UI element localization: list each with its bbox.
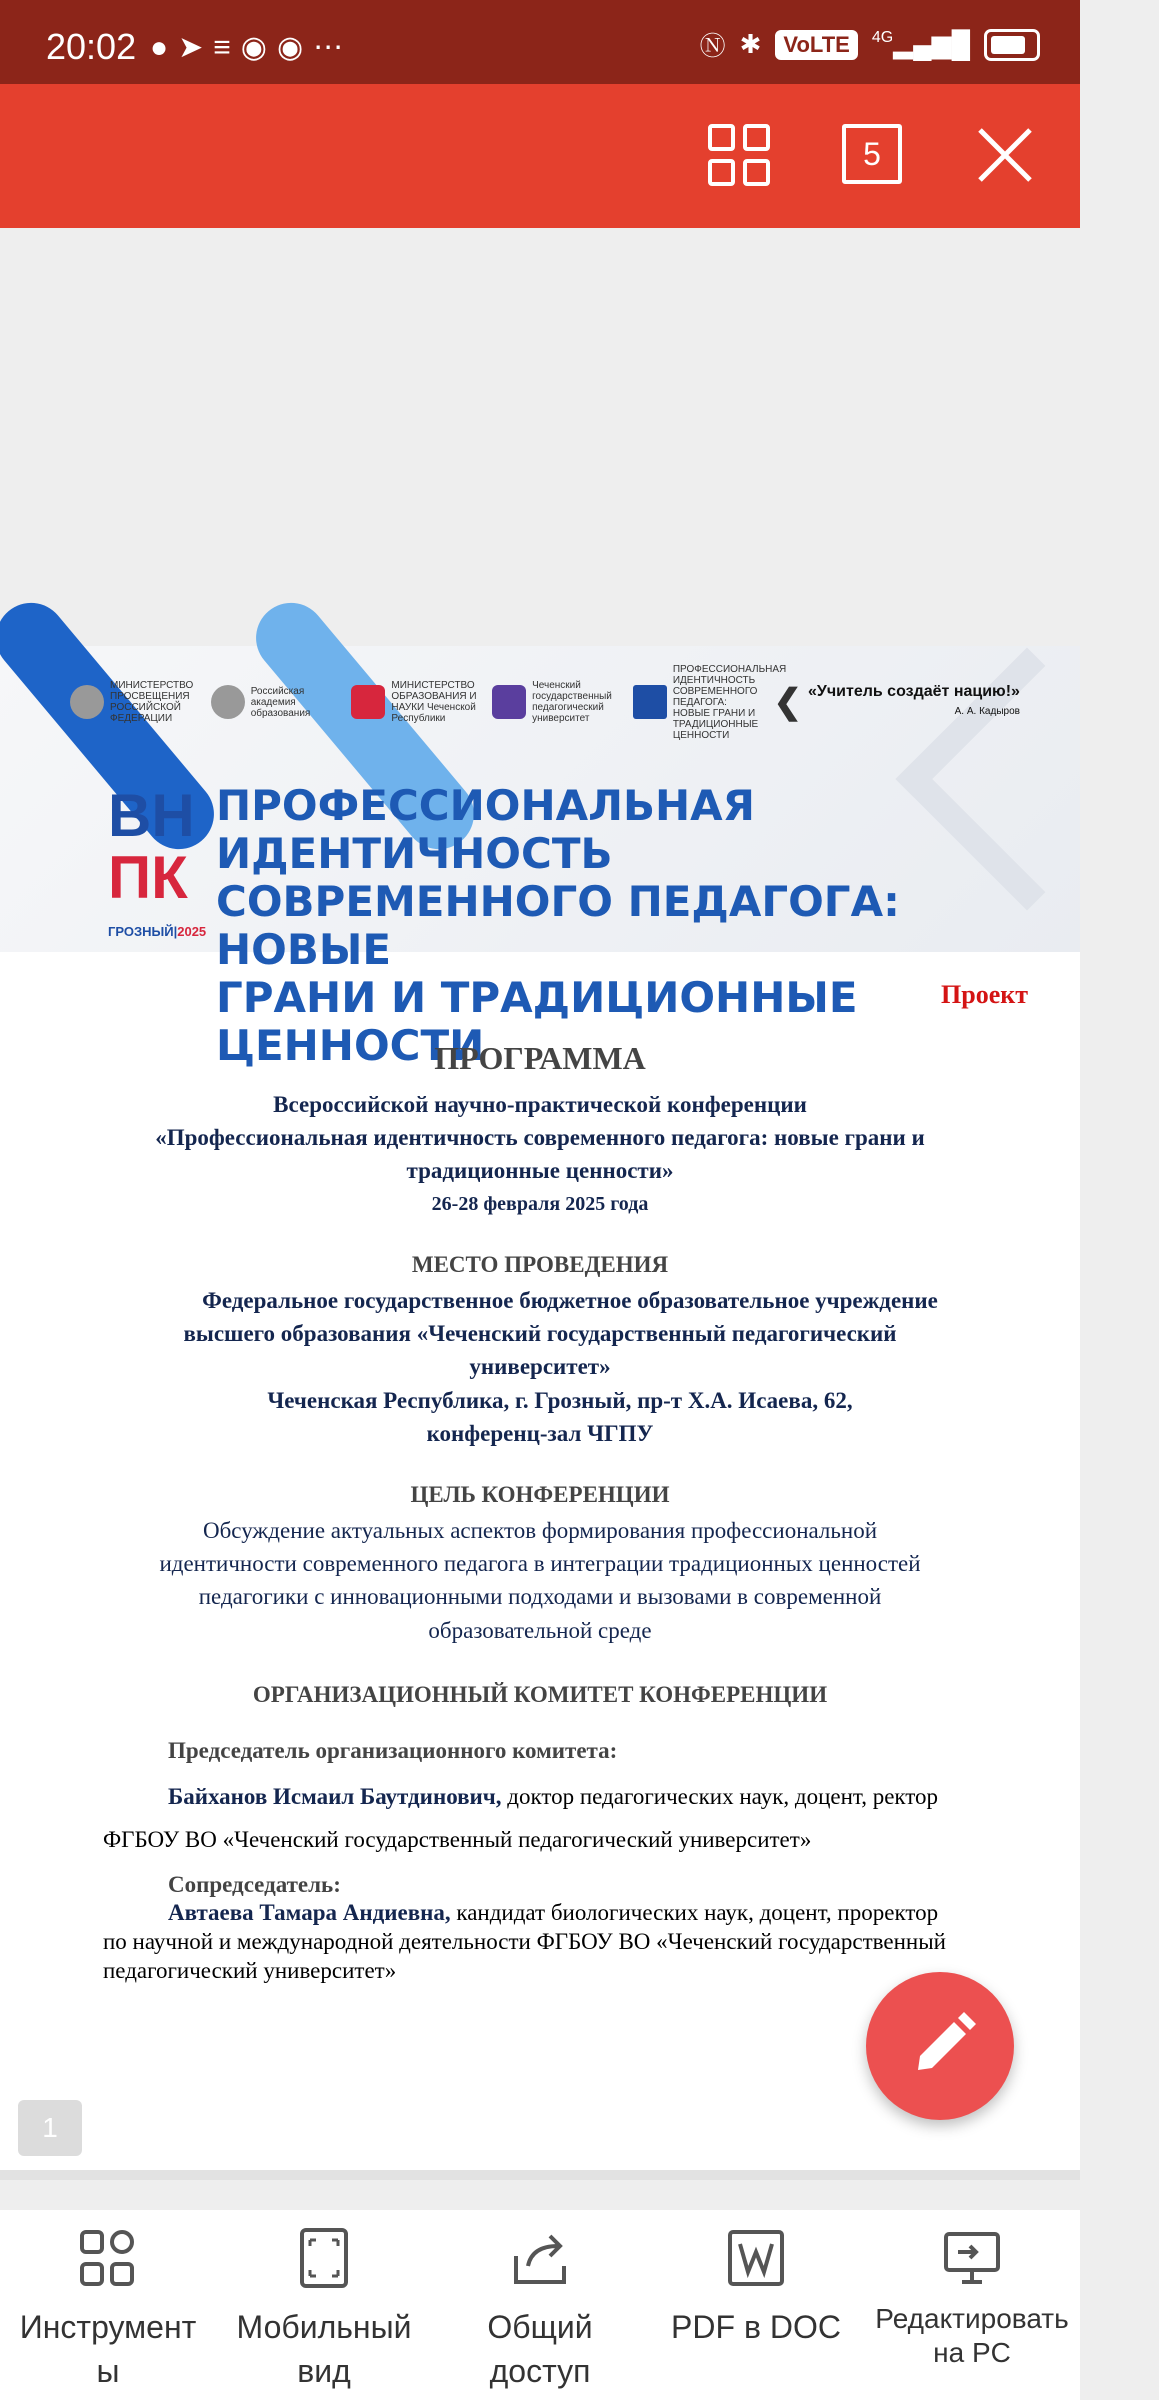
chrome-icon: ◉: [240, 31, 277, 64]
notification-icons: [150, 30, 353, 65]
page-indicator: 1: [18, 2100, 82, 2156]
page-count-button[interactable]: 5: [842, 124, 902, 184]
cochair-label: Сопредседатель:: [168, 1872, 341, 1897]
chechen-ministry-logo: МИНИСТЕРСТВО ОБРАЗОВАНИЯ И НАУКИ Чеченской Республики: [351, 680, 481, 724]
chair-line: Байханов Исмаил Баутдинович, доктор педагогических наук, доцент, ректор: [168, 1784, 939, 1809]
committee-heading: ОРГАНИЗАЦИОННЫЙ КОМИТЕТ КОНФЕРЕНЦИИ: [252, 1682, 828, 1707]
nfc-icon: Ⓝ: [699, 31, 726, 61]
quote-block: ❮ «Учитель создаёт нацию!» А. А. Кадыров: [773, 683, 1020, 721]
tools-button[interactable]: Инструмент ы: [0, 2226, 216, 2393]
venue-line: высшего образования «Чеченский государственный педагогический: [183, 1321, 897, 1346]
edit-on-pc-icon: [940, 2226, 1004, 2290]
pdf-page[interactable]: [0, 646, 1080, 2171]
viewer-toolbar: [0, 84, 1080, 228]
venue-address: конференц-зал ЧГПУ: [426, 1421, 654, 1446]
cochair-line: педагогический университет»: [103, 1958, 397, 1983]
goal-heading: ЦЕЛЬ КОНФЕРЕНЦИИ: [410, 1482, 670, 1507]
pdf-to-doc-button[interactable]: PDF в DOC: [648, 2226, 864, 2349]
venue-line: университет»: [469, 1354, 611, 1379]
conference-logo-small: ПРОФЕССИОНАЛЬНАЯ ИДЕНТИЧНОСТЬ СОВРЕМЕННОГО ПЕДАГОГА: НОВЫЕ ГРАНИ И ТРАДИЦИОННЫЕ ЦЕННОСТИ: [633, 664, 763, 741]
4g-signal-icon: $^{4G}$▂▄▆█: [871, 29, 970, 59]
eagle-emblem-icon: [211, 685, 245, 719]
bluetooth-icon: ✱: [739, 29, 762, 59]
share-icon: [508, 2226, 572, 2290]
logo-city-year: ГРОЗНЫЙ|2025: [108, 924, 207, 939]
chrome-icon: ◉: [276, 31, 314, 64]
conference-line: «Профессиональная идентичность современного педагога: новые грани и: [155, 1125, 925, 1150]
share-button[interactable]: Общий доступ: [432, 2226, 648, 2393]
academy-logo: Российская академия образования: [211, 685, 341, 719]
bottom-action-bar: [0, 2210, 1080, 2400]
status-time: 20:02: [46, 26, 137, 67]
university-icon: [492, 685, 526, 719]
banner-title: ПРОФЕССИОНАЛЬНАЯ ИДЕНТИЧНОСТЬ СОВРЕМЕННОГО ПЕДАГОГА: НОВЫЕ ГРАНИ И ТРАДИЦИОННЫЕ ЦЕННОСТИ: [216, 781, 900, 1070]
vnpk-logo: ВН ПК: [108, 782, 195, 911]
vnpk-icon: [633, 685, 667, 719]
program-heading: ПРОГРАММА: [434, 1040, 646, 1076]
partner-logos: [70, 663, 1020, 741]
word-doc-icon: [724, 2226, 788, 2290]
volte-badge: VoLTE: [775, 30, 857, 60]
goal-line: Обсуждение актуальных аспектов формирования профессиональной: [202, 1518, 878, 1543]
goal-line: педагогики с инновационными подходами и вызовами в современной: [198, 1584, 882, 1609]
battery-icon: [984, 29, 1040, 61]
venue-address: Чеченская Республика, г. Грозный, пр-т Х.А. Исаева, 62,: [267, 1388, 853, 1413]
edit-fab-button[interactable]: [866, 1972, 1014, 2120]
chair-line: ФГБОУ ВО «Чеченский государственный педагогический университет»: [103, 1827, 812, 1852]
mobile-view-icon: [292, 2226, 356, 2290]
quote-bracket-icon: ❮: [773, 683, 803, 721]
pencil-edit-icon: [866, 1972, 1014, 2120]
cochair-line: Автаева Тамара Андиевна, кандидат биологических наук, доцент, проректор: [168, 1900, 939, 1925]
close-icon[interactable]: [974, 124, 1036, 186]
cochair-line: по научной и международной деятельности ФГБОУ ВО «Чеченский государственный: [103, 1929, 946, 1954]
conference-line: Всероссийской научно-практической конференции: [273, 1092, 807, 1117]
chat-bubble-icon: ●: [150, 31, 179, 64]
conference-line: традиционные ценности»: [406, 1158, 674, 1183]
empty-viewer-area: [0, 228, 1080, 646]
feed-icon: ≡: [213, 31, 241, 64]
grid-view-icon[interactable]: [708, 124, 770, 186]
status-bar: [0, 0, 1080, 84]
ministry-logo: МИНИСТЕРСТВО ПРОСВЕЩЕНИЯ РОССИЙСКОЙ ФЕДЕРАЦИИ: [70, 680, 200, 724]
project-label: Проект: [941, 980, 1028, 1009]
venue-line: Федеральное государственное бюджетное образовательное учреждение: [202, 1288, 938, 1313]
eagle-emblem-icon: [70, 685, 104, 719]
venue-heading: МЕСТО ПРОВЕДЕНИЯ: [411, 1252, 669, 1277]
tools-icon: [76, 2226, 140, 2290]
mobile-view-button[interactable]: Мобильный вид: [216, 2226, 432, 2393]
conference-dates: 26-28 февраля 2025 года: [431, 1193, 649, 1215]
more-dots-icon: ⋯: [313, 31, 354, 64]
chair-label: Председатель организационного комитета:: [168, 1738, 618, 1763]
ministry-m-icon: [351, 685, 385, 719]
edit-on-pc-button[interactable]: Редактировать на PC: [864, 2226, 1080, 2370]
page-separator: [0, 2170, 1080, 2180]
goal-line: образовательной среде: [428, 1618, 652, 1643]
university-logo: Чеченский государственный педагогический университет: [492, 680, 622, 724]
goal-line: идентичности современного педагога в интеграции традиционных ценностей: [159, 1551, 921, 1576]
system-icons: [700, 26, 1040, 63]
telegram-icon: ➤: [178, 31, 214, 64]
